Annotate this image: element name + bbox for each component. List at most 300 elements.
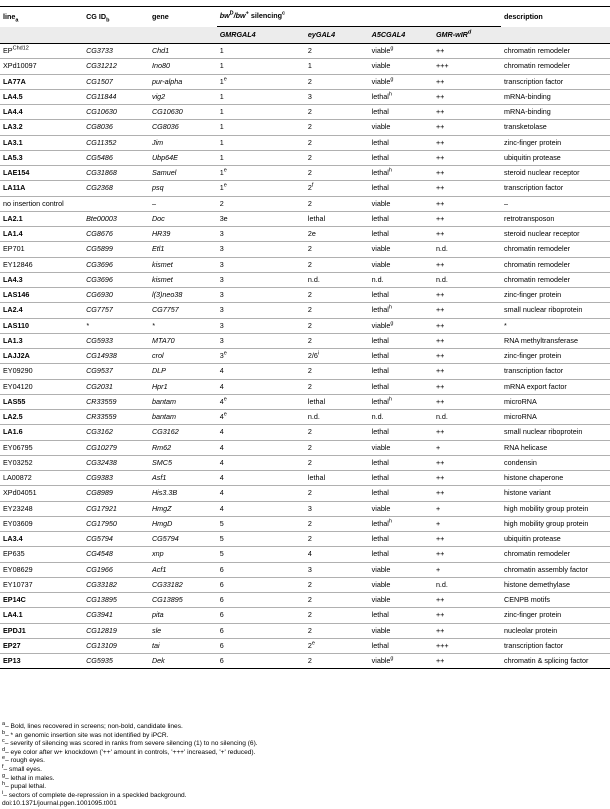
cell-a5cgal4: lethal$^h$: [369, 303, 433, 318]
cell-line: LAE154: [0, 166, 83, 181]
cell-cgid: CG8036: [83, 120, 149, 135]
cell-description: zinc-finger protein: [501, 288, 610, 303]
cell-cgid: CR33559: [83, 394, 149, 409]
cell-line: LA2.4: [0, 303, 83, 318]
cell-cgid: CG3696: [83, 272, 149, 287]
cell-eygal4: 1: [305, 59, 369, 74]
cell-gene: crol: [149, 349, 217, 364]
cell-a5cgal4: lethal: [369, 547, 433, 562]
cell-gene: vig2: [149, 89, 217, 104]
cell-gene: Ubp64E: [149, 150, 217, 165]
cell-a5cgal4: viable: [369, 562, 433, 577]
cell-line: EY12846: [0, 257, 83, 272]
cell-gene: Chd1: [149, 44, 217, 59]
cell-description: chromatin & splicing factor: [501, 654, 610, 669]
cell-cgid: CG13109: [83, 638, 149, 653]
cell-line: LAJJ2A: [0, 349, 83, 364]
cell-gmrgal4: 4: [217, 486, 305, 501]
table-row: [0, 364, 610, 379]
cell-gmr-wir: ++: [433, 303, 501, 318]
cell-gmr-wir: ++: [433, 425, 501, 440]
footnote: $^h$– pupal lethal.: [2, 780, 47, 791]
cell-gmrgal4: 3: [217, 288, 305, 303]
cell-gmrgal4: 4: [217, 455, 305, 470]
cell-gmr-wir: ++: [433, 471, 501, 486]
cell-gmr-wir: n.d.: [433, 577, 501, 592]
cell-gmrgal4: 1: [217, 59, 305, 74]
cell-eygal4: 2: [305, 440, 369, 455]
header-gene: gene: [149, 7, 217, 27]
footnote: $^g$– lethal in males.: [2, 772, 55, 782]
table-row: [0, 577, 610, 592]
cell-a5cgal4: lethal$^h$: [369, 394, 433, 409]
cell-line: LA3.2: [0, 120, 83, 135]
cell-gmrgal4: 6: [217, 593, 305, 608]
cell-gene: sle: [149, 623, 217, 638]
cell-eygal4: 2: [305, 288, 369, 303]
cell-eygal4: lethal: [305, 471, 369, 486]
cell-description: transcription factor: [501, 181, 610, 196]
cell-gene: Ino80: [149, 59, 217, 74]
cell-gmr-wir: ++: [433, 181, 501, 196]
cell-a5cgal4: lethal: [369, 349, 433, 364]
cell-line: no insertion control: [0, 196, 83, 211]
cell-cgid: CG5933: [83, 333, 149, 348]
table-row: [0, 257, 610, 272]
cell-gmrgal4: 4: [217, 379, 305, 394]
cell-cgid: CG8989: [83, 486, 149, 501]
cell-gmr-wir: ++: [433, 196, 501, 211]
cell-a5cgal4: lethal: [369, 150, 433, 165]
cell-eygal4: 2: [305, 593, 369, 608]
cell-gmr-wir: ++: [433, 379, 501, 394]
cell-gene: MTA70: [149, 333, 217, 348]
cell-gmr-wir: +: [433, 562, 501, 577]
cell-description: small nuclear riboprotein: [501, 425, 610, 440]
table-row: [0, 410, 610, 425]
table-row: [0, 303, 610, 318]
cell-eygal4: 2: [305, 318, 369, 333]
cell-gmr-wir: ++: [433, 257, 501, 272]
cell-gmr-wir: ++: [433, 532, 501, 547]
cell-cgid: Bte00003: [83, 211, 149, 226]
cell-a5cgal4: lethal: [369, 333, 433, 348]
cell-gene: CG8036: [149, 120, 217, 135]
table-row: [0, 181, 610, 196]
cell-gmrgal4: 4: [217, 440, 305, 455]
cell-cgid: CG3696: [83, 257, 149, 272]
cell-cgid: CR33559: [83, 410, 149, 425]
cell-gmrgal4: 2: [217, 196, 305, 211]
cell-line: LA1.6: [0, 425, 83, 440]
table-subheader-row: [0, 27, 610, 44]
cell-gmrgal4: 4: [217, 501, 305, 516]
cell-eygal4: lethal: [305, 211, 369, 226]
cell-eygal4: 2: [305, 120, 369, 135]
subheader-eygal4: eyGAL4: [305, 27, 369, 44]
cell-line: LA3.1: [0, 135, 83, 150]
cell-gmr-wir: ++: [433, 74, 501, 89]
cell-cgid: CG4548: [83, 547, 149, 562]
cell-gmr-wir: +: [433, 501, 501, 516]
cell-cgid: CG8676: [83, 227, 149, 242]
cell-gene: kismet: [149, 272, 217, 287]
cell-line: LA4.5: [0, 89, 83, 104]
cell-gmrgal4: 3e: [217, 349, 305, 364]
table-row: [0, 272, 610, 287]
cell-a5cgal4: lethal: [369, 425, 433, 440]
cell-line: EY08629: [0, 562, 83, 577]
cell-line: LA1.3: [0, 333, 83, 348]
cell-gmr-wir: ++: [433, 166, 501, 181]
cell-gmr-wir: ++: [433, 333, 501, 348]
cell-a5cgal4: viable$^g$: [369, 318, 433, 333]
cell-gmr-wir: ++: [433, 486, 501, 501]
cell-line: EP13: [0, 654, 83, 669]
cell-line: LA4.1: [0, 608, 83, 623]
cell-gene: Acf1: [149, 562, 217, 577]
table-header-row: [0, 7, 610, 27]
cell-gmrgal4: 4e: [217, 410, 305, 425]
table-row: [0, 593, 610, 608]
cell-description: chromatin remodeler: [501, 272, 610, 287]
cell-line: LA4.4: [0, 105, 83, 120]
cell-cgid: CG31212: [83, 59, 149, 74]
cell-description: high mobility group protein: [501, 501, 610, 516]
cell-gmr-wir: ++: [433, 135, 501, 150]
cell-line: LA00872: [0, 471, 83, 486]
cell-description: transcription factor: [501, 364, 610, 379]
cell-description: microRNA: [501, 410, 610, 425]
header-description: description: [501, 7, 610, 27]
cell-cgid: CG33182: [83, 577, 149, 592]
cell-gmrgal4: 4: [217, 425, 305, 440]
cell-gmrgal4: 1e: [217, 181, 305, 196]
table-row: [0, 425, 610, 440]
cell-cgid: CG3941: [83, 608, 149, 623]
cell-a5cgal4: viable: [369, 577, 433, 592]
cell-a5cgal4: lethal: [369, 105, 433, 120]
subheader-gmrgal4: GMRGAL4: [217, 27, 305, 44]
cell-line: LAS146: [0, 288, 83, 303]
cell-eygal4: 2: [305, 364, 369, 379]
cell-cgid: CG3733: [83, 44, 149, 59]
cell-gene: CG5794: [149, 532, 217, 547]
table-row: [0, 654, 610, 669]
cell-gmrgal4: 6: [217, 562, 305, 577]
cell-gene: Samuel: [149, 166, 217, 181]
cell-cgid: *: [83, 318, 149, 333]
cell-a5cgal4: lethal: [369, 211, 433, 226]
header-line: line$_a$: [0, 7, 83, 27]
cell-gmr-wir: ++: [433, 593, 501, 608]
footnote: $^e$– rough eyes.: [2, 755, 46, 765]
cell-eygal4: 2: [305, 303, 369, 318]
table-row: [0, 455, 610, 470]
cell-gmrgal4: 6: [217, 608, 305, 623]
cell-gmr-wir: ++: [433, 120, 501, 135]
table-row: [0, 638, 610, 653]
cell-description: nucleolar protein: [501, 623, 610, 638]
cell-gmrgal4: 6: [217, 623, 305, 638]
cell-cgid: CG10630: [83, 105, 149, 120]
cell-eygal4: lethal: [305, 394, 369, 409]
cell-cgid: CG2368: [83, 181, 149, 196]
cell-gmr-wir: ++: [433, 318, 501, 333]
cell-gene: His3.3B: [149, 486, 217, 501]
cell-line: LA1.4: [0, 227, 83, 242]
cell-gene: Hpr1: [149, 379, 217, 394]
table-body: [0, 44, 610, 669]
cell-eygal4: 2: [305, 257, 369, 272]
cell-gmrgal4: 5: [217, 532, 305, 547]
cell-description: mRNA export factor: [501, 379, 610, 394]
cell-line: EY23248: [0, 501, 83, 516]
cell-description: mRNA-binding: [501, 89, 610, 104]
footnote: $^a$– Bold, lines recovered in screens; non-bold, candidate lines.: [2, 720, 183, 730]
cell-eygal4: 2: [305, 425, 369, 440]
cell-a5cgal4: lethal: [369, 471, 433, 486]
cell-gmrgal4: 1: [217, 89, 305, 104]
cell-eygal4: 2$^f$: [305, 181, 369, 196]
cell-gmrgal4: 6: [217, 654, 305, 669]
cell-gmr-wir: +++: [433, 59, 501, 74]
cell-cgid: CG17921: [83, 501, 149, 516]
cell-cgid: CG14938: [83, 349, 149, 364]
cell-eygal4: 2: [305, 455, 369, 470]
table-row: [0, 120, 610, 135]
cell-gmr-wir: +: [433, 516, 501, 531]
cell-line: LA3.4: [0, 532, 83, 547]
cell-gene: HmgZ: [149, 501, 217, 516]
cell-cgid: CG1966: [83, 562, 149, 577]
cell-eygal4: 2: [305, 44, 369, 59]
table-row: [0, 105, 610, 120]
doi-text: doi:10.1371/journal.pgen.1001095.t001: [2, 800, 117, 808]
cell-a5cgal4: viable: [369, 59, 433, 74]
cell-eygal4: 2: [305, 166, 369, 181]
cell-description: zinc-finger protein: [501, 135, 610, 150]
cell-gene: Asf1: [149, 471, 217, 486]
cell-cgid: CG13895: [83, 593, 149, 608]
table-row: [0, 74, 610, 89]
cell-gmr-wir: ++: [433, 44, 501, 59]
table-row: [0, 547, 610, 562]
cell-eygal4: 2: [305, 654, 369, 669]
cell-gene: –: [149, 196, 217, 211]
cell-gmr-wir: ++: [433, 547, 501, 562]
cell-description: histone variant: [501, 486, 610, 501]
cell-line: LA11A: [0, 181, 83, 196]
cell-description: ubiquitin protease: [501, 150, 610, 165]
cell-gene: pur-alpha: [149, 74, 217, 89]
table-row: [0, 211, 610, 226]
cell-a5cgal4: lethal$^h$: [369, 89, 433, 104]
cell-a5cgal4: viable: [369, 501, 433, 516]
cell-gmrgal4: 5: [217, 547, 305, 562]
cell-description: transketolase: [501, 120, 610, 135]
cell-eygal4: 3: [305, 89, 369, 104]
cell-description: retrotransposon: [501, 211, 610, 226]
cell-gmrgal4: 1e: [217, 166, 305, 181]
cell-cgid: CG10279: [83, 440, 149, 455]
table-row: [0, 562, 610, 577]
cell-eygal4: 3: [305, 562, 369, 577]
cell-description: chromatin remodeler: [501, 44, 610, 59]
cell-line: EY03609: [0, 516, 83, 531]
table-row: [0, 89, 610, 104]
cell-line: LA77A: [0, 74, 83, 89]
table-row: [0, 501, 610, 516]
footnote: $^d$– eye color after w+ knockdown ('++' amount in controls, '+++' increased, '+' reduced).: [2, 746, 256, 756]
cell-gmrgal4: 1e: [217, 74, 305, 89]
cell-gene: Rm62: [149, 440, 217, 455]
cell-gmr-wir: ++: [433, 394, 501, 409]
cell-gene: Doc: [149, 211, 217, 226]
cell-eygal4: 2: [305, 150, 369, 165]
table-row: [0, 349, 610, 364]
cell-eygal4: 2: [305, 333, 369, 348]
cell-gmrgal4: 3: [217, 227, 305, 242]
cell-gmrgal4: 4: [217, 364, 305, 379]
cell-a5cgal4: lethal: [369, 227, 433, 242]
cell-gene: *: [149, 318, 217, 333]
cell-cgid: CG7757: [83, 303, 149, 318]
cell-description: chromatin remodeler: [501, 242, 610, 257]
cell-a5cgal4: viable: [369, 242, 433, 257]
cell-gene: CG7757: [149, 303, 217, 318]
cell-line: EP14C: [0, 593, 83, 608]
cell-a5cgal4: viable: [369, 120, 433, 135]
cell-gmrgal4: 6: [217, 577, 305, 592]
cell-gene: DLP: [149, 364, 217, 379]
cell-cgid: CG5486: [83, 150, 149, 165]
cell-gene: SMC5: [149, 455, 217, 470]
cell-cgid: CG31868: [83, 166, 149, 181]
cell-eygal4: 2: [305, 196, 369, 211]
cell-line: LA2.5: [0, 410, 83, 425]
cell-cgid: CG1507: [83, 74, 149, 89]
cell-gmr-wir: ++: [433, 288, 501, 303]
cell-cgid: CG3162: [83, 425, 149, 440]
cell-a5cgal4: lethal: [369, 608, 433, 623]
cell-gmr-wir: ++: [433, 455, 501, 470]
cell-gmrgal4: 3: [217, 257, 305, 272]
table-row: [0, 333, 610, 348]
footnotes: [2, 720, 258, 809]
cell-gmr-wir: +: [433, 440, 501, 455]
cell-line: LAS55: [0, 394, 83, 409]
table-row: [0, 227, 610, 242]
cell-line: EY10737: [0, 577, 83, 592]
cell-gene: Dek: [149, 654, 217, 669]
cell-line: LAS110: [0, 318, 83, 333]
cell-line: EY04120: [0, 379, 83, 394]
cell-a5cgal4: viable: [369, 257, 433, 272]
cell-a5cgal4: lethal: [369, 288, 433, 303]
cell-gmrgal4: 6: [217, 638, 305, 653]
cell-line: EY06795: [0, 440, 83, 455]
table-row: [0, 379, 610, 394]
table-row: [0, 440, 610, 455]
cell-line: XPd10097: [0, 59, 83, 74]
cell-gmr-wir: ++: [433, 349, 501, 364]
subheader-gmr-wir: GMR-wIR$^d$: [433, 27, 501, 44]
cell-eygal4: 2e: [305, 638, 369, 653]
cell-description: zinc-finger protein: [501, 349, 610, 364]
cell-eygal4: 2: [305, 135, 369, 150]
cell-gmrgal4: 1: [217, 105, 305, 120]
footnote: $^b$– * an genomic insertion site was not identified by iPCR.: [2, 729, 169, 739]
cell-a5cgal4: viable: [369, 593, 433, 608]
cell-description: zinc-finger protein: [501, 608, 610, 623]
cell-description: chromatin remodeler: [501, 547, 610, 562]
cell-gene: Etl1: [149, 242, 217, 257]
cell-gmr-wir: ++: [433, 654, 501, 669]
cell-gmrgal4: 3: [217, 333, 305, 348]
cell-gmrgal4: 3: [217, 303, 305, 318]
cell-a5cgal4: n.d.: [369, 272, 433, 287]
footnote: $^c$– severity of silencing was scored in ranks from severe silencing (1) to no silencing (6).: [2, 738, 258, 748]
cell-gene: CG3162: [149, 425, 217, 440]
cell-a5cgal4: viable$^g$: [369, 44, 433, 59]
header-silencing: $bw^D/bw^+$ silencing$^c$: [217, 7, 501, 27]
cell-gmr-wir: +++: [433, 638, 501, 653]
cell-gmr-wir: ++: [433, 89, 501, 104]
cell-eygal4: 2/6$^i$: [305, 349, 369, 364]
cell-gene: tai: [149, 638, 217, 653]
cell-gmrgal4: 5: [217, 516, 305, 531]
cell-gmr-wir: ++: [433, 150, 501, 165]
cell-gene: psq: [149, 181, 217, 196]
cell-gmrgal4: 1: [217, 150, 305, 165]
table-row: [0, 394, 610, 409]
cell-a5cgal4: lethal: [369, 455, 433, 470]
cell-gene: bantam: [149, 410, 217, 425]
cell-eygal4: 3: [305, 501, 369, 516]
cell-line: EY03252: [0, 455, 83, 470]
cell-eygal4: 2: [305, 623, 369, 638]
subheader-a5cgal4: A5CGAL4: [369, 27, 433, 44]
cell-description: steroid nuclear receptor: [501, 166, 610, 181]
cell-line: $EP^{Chd12}$: [0, 44, 83, 59]
cell-a5cgal4: viable: [369, 623, 433, 638]
cell-gene: xnp: [149, 547, 217, 562]
cell-line: EP701: [0, 242, 83, 257]
cell-cgid: CG5794: [83, 532, 149, 547]
cell-description: histone demethylase: [501, 577, 610, 592]
cell-gene: l(3)neo38: [149, 288, 217, 303]
table-row: [0, 288, 610, 303]
cell-description: RNA methyltransferase: [501, 333, 610, 348]
cell-description: RNA helicase: [501, 440, 610, 455]
cell-eygal4: 2: [305, 379, 369, 394]
cell-description: transcription factor: [501, 638, 610, 653]
cell-a5cgal4: lethal$^h$: [369, 516, 433, 531]
table-row: [0, 135, 610, 150]
cell-a5cgal4: viable: [369, 196, 433, 211]
table-row: [0, 486, 610, 501]
cell-gene: kismet: [149, 257, 217, 272]
table-row: [0, 471, 610, 486]
cell-cgid: CG9537: [83, 364, 149, 379]
cell-eygal4: n.d.: [305, 272, 369, 287]
cell-a5cgal4: viable: [369, 440, 433, 455]
cell-description: microRNA: [501, 394, 610, 409]
cell-gmrgal4: 1: [217, 44, 305, 59]
cell-cgid: CG6930: [83, 288, 149, 303]
cell-gmrgal4: 1: [217, 135, 305, 150]
